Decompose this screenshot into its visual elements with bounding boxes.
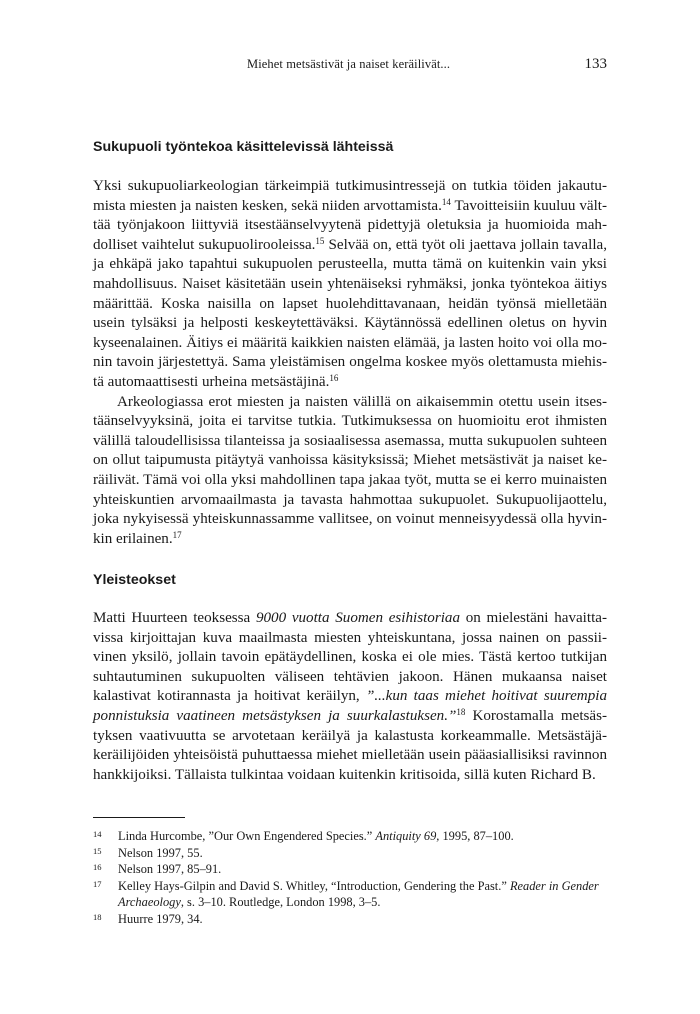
footnote [93,878,607,911]
footnote-number: 18 [93,911,102,922]
text-run: Korostamalla metsästyksen vaativuutta se arvotetaan keräilyä ja kalastusta korkeammalle. Metsästäjä-keräilijöiden yhteisöistä puhuttaessa miehet mielletään usein pääasiallisiksi ravinnon hankkijoiksi. Tällaista tulkintaa voidaan kuitenkin kritisoida, sillä kuten Richard B. [93,707,607,783]
footnote-number: 16 [93,862,102,873]
footnote-ref: 16 [329,372,339,383]
section-heading-sources: Sukupuoli työntekoa käsittelevissä lähteissä [93,139,394,155]
footnote-ref: 15 [315,235,325,246]
text-run: Arkeologiassa erot miesten ja naisten välillä on aikaisemmin otettu usein itsestäänselvyyksinä, joita ei tarvitse tutkia. Tutkimuksessa on huomioitu erot ihmisten välillä taloudellisissa tilanteissa ja sosiaalisessa asemassa, mutta sukupuolen suhteen on ollut taipumusta pitäytyä vanhoissa käsityksissä; Miehet metsästivät ja naiset keräilivät. Tämä voi olla yksi mahdollinen tapa jakaa työt, mutta se ei kerro muinaisten yhteiskuntien arvomaailmasta ja tavasta hahmottaa sukupuolet. Sukupuolijaottelu, joka nykyisessä yhteiskunnassamme vallitsee, on voinut menneisyydessä olla hyvinkin erilainen. [93,393,607,547]
page-number: 133 [584,56,607,72]
running-head [93,54,607,74]
text-run: Yksi sukupuoliarkeologian tärkeimpiä tutkimusintressejä on tutkia töiden jakautumista miesten ja naisten kesken, sekä niiden arvottamista. [93,178,607,214]
paragraph [93,609,607,785]
footnote-text: , s. 3–10. Routledge, London 1998, 3–5. [180,895,381,910]
text-run: Selvää on, että työt oli jaettava jollain tavalla, ja ehkäpä jako tapahtui sukupuolen perusteella, mutta tämä on kuitenkin vain yksi mahdollisuus. Naiset käsitetään usein yhtenäiseksi ryhmäksi, jonka työntekoa äitiys määrittää. Koska naisilla on lapset huolehdittavanaan, heidän työnsä mielletään usein tylsäksi ja helposti keskeytettäväksi. Käytännössä edellinen oletus on hyvin kyseenalainen. Äitiys ei määritä kaikkien naisten elämää, ja lasten hoito voi olla monin tavoin järjestettyä. Sama yleistämisen ongelma koskee myös olettamusta miehistä automaattisesti urheina metsästäjinä. [93,236,607,390]
footnote-text: Huurre 1979, 34. [118,911,203,926]
footnote-text: Nelson 1997, 55. [118,845,203,860]
paragraph [93,177,607,393]
footnote-number: 17 [93,878,102,889]
text-run: Matti Huurteen teoksessa [93,610,256,626]
book-title: 9000 vuotta Suomen esihistoriaa [255,610,460,626]
footnote-number: 14 [93,829,102,839]
section-heading-general-works: Yleisteokset [93,572,176,588]
footnote [93,828,607,845]
footnote-text: Nelson 1997, 85–91. [118,862,222,877]
footnote-source-title: Antiquity 69, [375,829,440,843]
page [93,0,607,1014]
footnote-text: 1995, 87–100. [439,829,514,843]
running-title: Miehet metsästivät ja naiset keräilivät... [247,57,451,71]
footnote [93,911,607,928]
footnote-ref: 17 [172,529,182,540]
footnote-number: 15 [93,845,102,856]
section-body-general-works [93,609,607,785]
text-run: Tavoitteisiin kuuluu välttää työnjakoon liittyviä itsestäänselvyytenä pidettyjä oletuksia ja huomioida mahdolliset vaihtelut sukupuolirooleissa. [93,197,607,253]
paragraph [93,393,607,550]
footnote-text: Kelley Hays-Gilpin and David S. Whitley, “Introduction, Gendering the Past.” [118,878,510,893]
footnote-ref: 18 [456,706,466,717]
footnote-text: Linda Hurcombe, ”Our Own Engendered Species.” [118,829,376,843]
footnote-ref: 14 [441,196,451,207]
section-body-sources [93,177,607,549]
footnote-divider [93,817,185,818]
text-run: on mielestäni havaittavissa kirjoittajan kuva maailmasta miesten yhteiskuntana, jossa nainen on passiivinen yksilö, jollain tavoin epätäydellinen, koska ei ole mies. Tästä kertoo tutkijan suhtautuminen sukupuolten väliseen tehtävien jakoon. Hänen mukaansa naiset kalastivat kotirannasta ja hoitivat keräilyn, [93,610,607,705]
footnote [93,845,607,862]
footnotes [93,828,607,928]
quotation: ”...kun taas miehet hoitivat suurempia ponnistuksia vaatineen metsästyksen ja suurkalastuksen.” [93,688,607,724]
footnote [93,861,607,878]
footnote-source-title: Reader in Gender Archaeology [118,878,599,910]
